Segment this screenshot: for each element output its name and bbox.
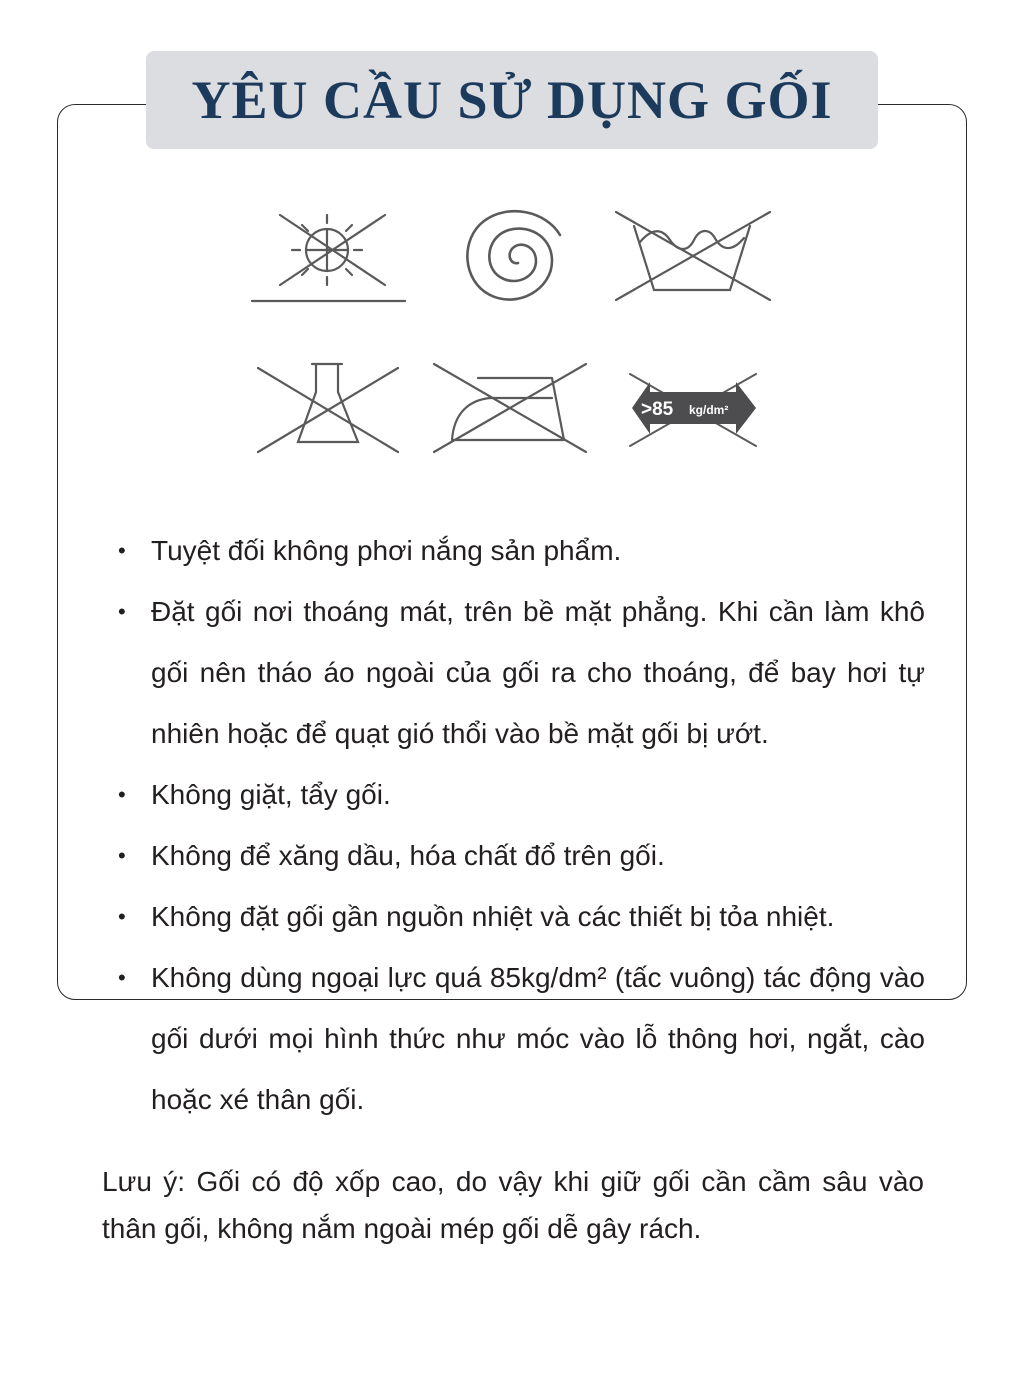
do-not-wring-icon xyxy=(460,205,565,305)
list-item: • Tuyệt đối không phơi nắng sản phẩm. xyxy=(118,535,622,566)
list-item: • Đặt gối nơi thoáng mát, trên bề mặt phẳng. Khi cần làm khô gối nên tháo áo ngoài của gối ra cho thoáng, để bay hơi tự nhiên hoặc để quạt gió thổi vào bề mặt gối bị ướt. xyxy=(118,596,925,749)
list-item: • Không đặt gối gần nguồn nhiệt và các thiết bị tỏa nhiệt. xyxy=(118,901,835,932)
do-not-iron-icon xyxy=(430,360,590,454)
title-banner xyxy=(146,51,878,149)
do-not-bleach-icon xyxy=(254,360,402,456)
care-note: Lưu ý: Gối có độ xốp cao, do vậy khi giữ gối cần cầm sâu vào thân gối, không nắm ngoài mép gối dễ gây rách. xyxy=(102,1166,924,1244)
usage-rules-list xyxy=(110,520,925,1130)
list-item: • Không để xăng dầu, hóa chất đổ trên gối. xyxy=(118,840,665,871)
list-item: • Không dùng ngoại lực quá 85kg/dm² (tấc vuông) tác động vào gối dưới mọi hình thức như móc vào lỗ thông hơi, ngắt, cào hoặc xé thân gối. xyxy=(118,962,925,1115)
do-not-wash-icon xyxy=(612,208,774,304)
page-title: YÊU CẦU SỬ DỤNG GỐI xyxy=(191,70,833,130)
pressure-unit: kg/dm² xyxy=(689,403,729,417)
list-item: • Không giặt, tẩy gối. xyxy=(118,779,391,810)
no-sun-drying-icon xyxy=(250,205,408,307)
pressure-value: >85 xyxy=(641,399,674,420)
pressure-limit-icon xyxy=(628,362,760,454)
